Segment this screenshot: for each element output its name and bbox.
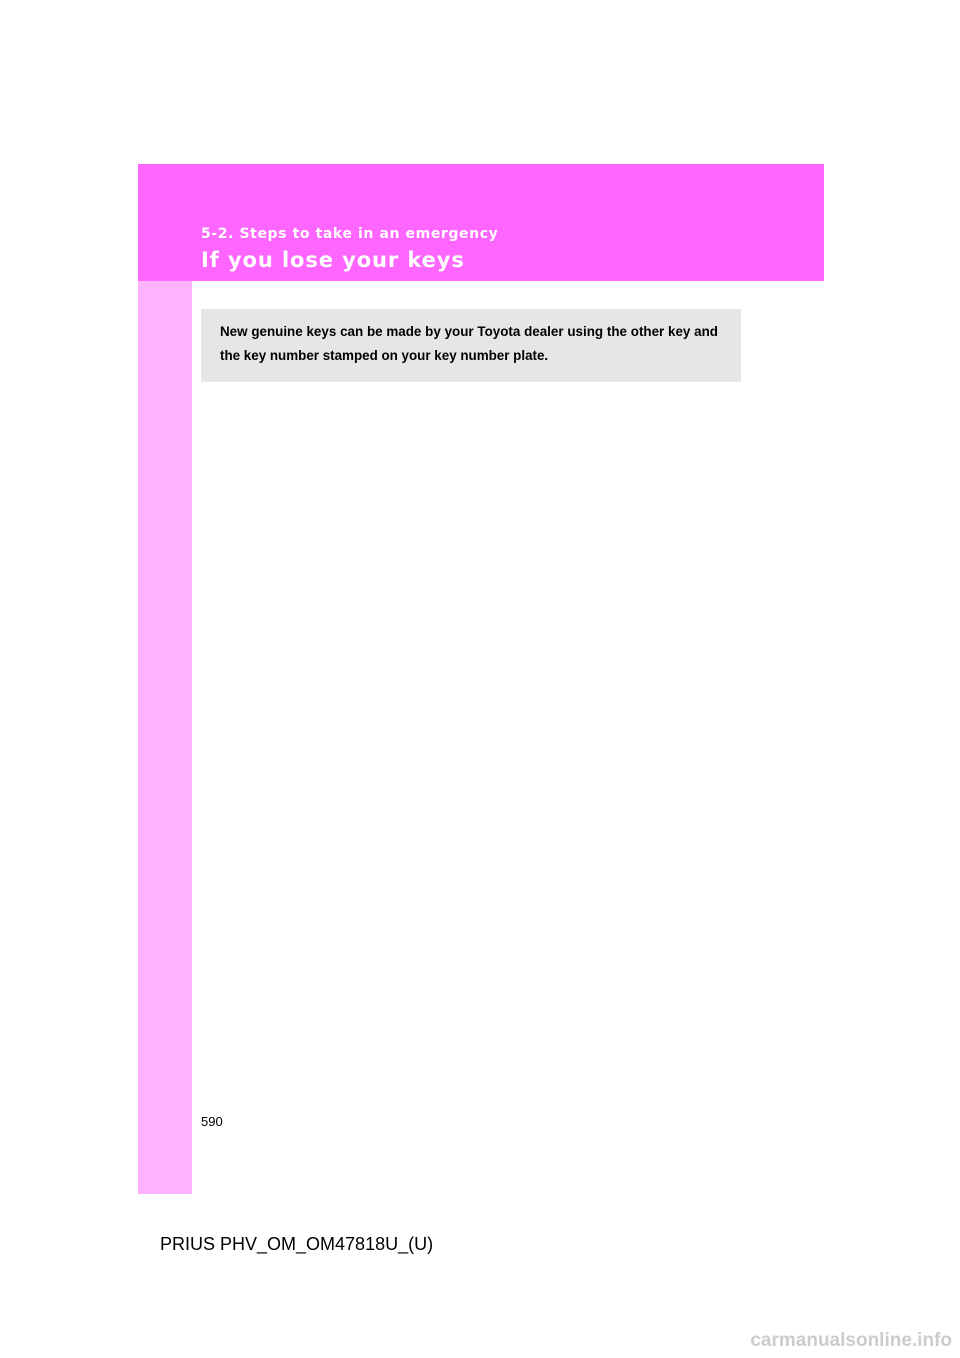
watermark: carmanualsonline.info	[750, 1330, 952, 1351]
info-box	[201, 309, 741, 382]
section-label: 5-2. Steps to take in an emergency	[201, 226, 499, 242]
document-id: PRIUS PHV_OM_OM47818U_(U)	[160, 1234, 434, 1254]
info-box-text: New genuine keys can be made by your Toyota dealer using the other key and the key number stamped on your key number plate.	[220, 324, 718, 363]
page-number: 590	[201, 1114, 223, 1129]
page-title: If you lose your keys	[201, 248, 465, 272]
side-strip	[138, 281, 192, 1194]
